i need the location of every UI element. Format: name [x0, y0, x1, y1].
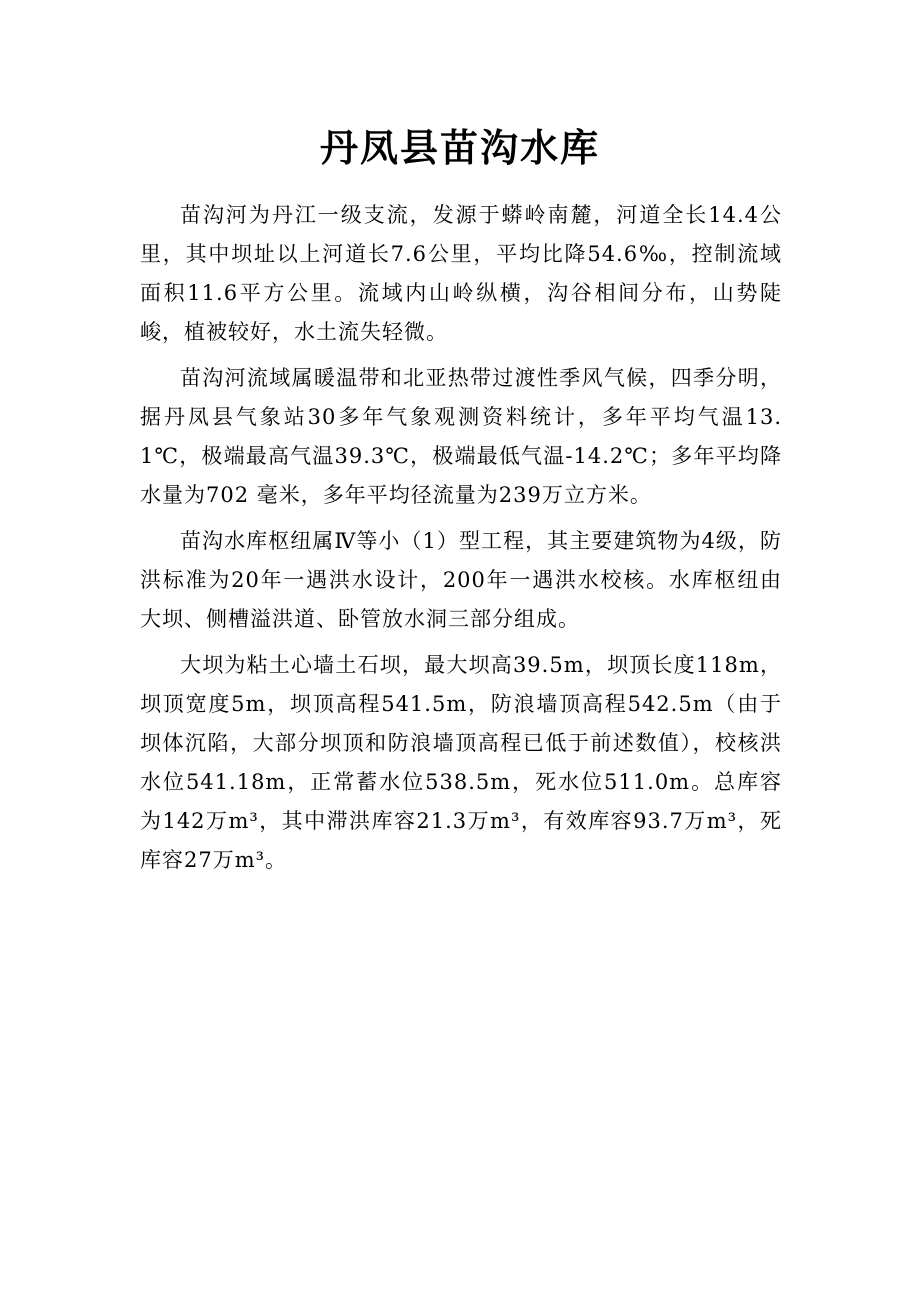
paragraph-project-grade: 苗沟水库枢纽属Ⅳ等小（1）型工程，其主要建筑物为4级，防洪标准为20年一遇洪水设计，200年一遇洪水校核。水库枢纽由大坝、侧槽溢洪道、卧管放水洞三部分组成。 [140, 529, 782, 631]
paragraph-dam-parameters: 大坝为粘土心墙土石坝，最大坝高39.5m，坝顶长度118m，坝顶宽度5m，坝顶高程541.5m，防浪墙顶高程542.5m（由于坝体沉陷，大部分坝顶和防浪墙顶高程已低于前述数值），校核洪水位541.18m，正常蓄水位538.5m，死水位511.0m。总库容为142万m³，其中滞洪库容21.3万m³，有效库容93.7万m³，死库容27万m³。 [140, 653, 782, 872]
page-title: 丹凤县苗沟水库 [319, 126, 600, 170]
paragraph-river-overview: 苗沟河为丹江一级支流，发源于蟒岭南麓，河道全长14.4公里，其中坝址以上河道长7.6公里，平均比降54.6‰，控制流域面积11.6平方公里。流域内山岭纵横，沟谷相间分布，山势陡峻，植被较好，水土流失轻微。 [140, 203, 782, 344]
document-body [140, 196, 782, 887]
paragraph-climate: 苗沟河流域属暖温带和北亚热带过渡性季风气候，四季分明，据丹凤县气象站30多年气象观测资料统计，多年平均气温13.1℃，极端最高气温39.3℃，极端最低气温-14.2℃；多年平均降水量为702 毫米，多年平均径流量为239万立方米。 [140, 366, 782, 507]
